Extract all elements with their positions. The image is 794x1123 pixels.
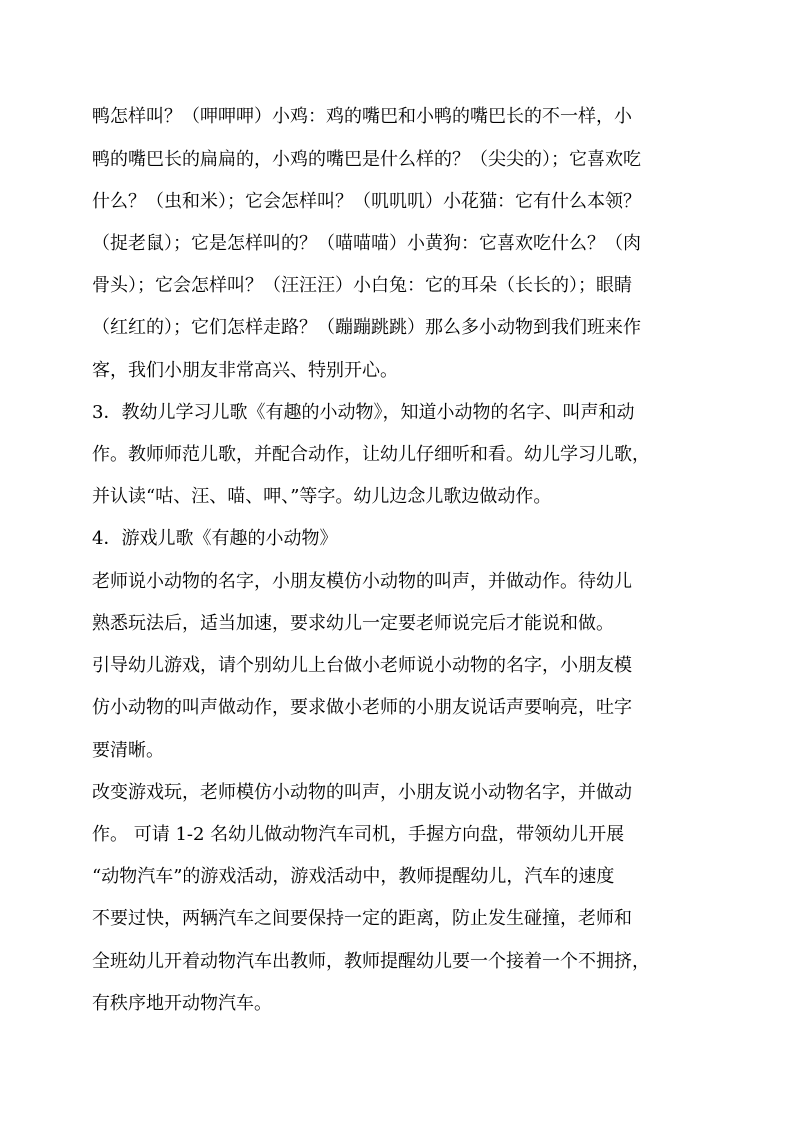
text-line: 鸭的嘴巴长的扁扁的，小鸡的嘴巴是什么样的？（尖尖的）；它喜欢吃 (92, 149, 641, 170)
section-heading: 4．游戏儿歌《有趣的小动物》 (92, 528, 338, 549)
text-line: 作。 可请 1-2 名幼儿做动物汽车司机，手握方向盘，带领幼儿开展 (92, 824, 625, 845)
text-line: 什么？（虫和米）；它会怎样叫？（叽叽叽）小花猫：它有什么本领？ (92, 191, 641, 212)
text-line: 有秩序地开动物汽车。 (92, 993, 272, 1014)
text-line: 改变游戏玩，老师模仿小动物的叫声，小朋友说小动物名字，并做动 (92, 782, 632, 803)
text-line: 客，我们小朋友非常高兴、特别开心。 (92, 360, 398, 381)
text-line: 引导幼儿游戏，请个别幼儿上台做小老师说小动物的名字，小朋友模 (92, 655, 632, 676)
text-line: 老师说小动物的名字，小朋友模仿小动物的叫声，并做动作。待幼儿 (92, 571, 632, 592)
text-line: 鸭怎样叫？（呷呷呷）小鸡：鸡的嘴巴和小鸭的嘴巴长的不一样，小 (92, 106, 632, 127)
text-line: 仿小动物的叫声做动作，要求做小老师的小朋友说话声要响亮，吐字 (92, 697, 632, 718)
text-line: 全班幼儿开着动物汽车出教师，教师提醒幼儿要一个接着一个不拥挤， (92, 951, 650, 972)
text-line: “动物汽车”的游戏活动，游戏活动中，教师提醒幼儿，汽车的速度 (92, 866, 615, 887)
text-line: 不要过快，两辆汽车之间要保持一定的距离，防止发生碰撞，老师和 (92, 908, 632, 929)
text-line: 要清晰。 (92, 740, 164, 761)
text-line: 并认读“咕、汪、喵、呷、”等字。幼儿边念儿歌边做动作。 (92, 486, 552, 507)
text-line: 作。教师师范儿歌，并配合动作，让幼儿仔细听和看。幼儿学习儿歌， (92, 444, 650, 465)
text-line: （红红的）；它们怎样走路？（蹦蹦跳跳）那么多小动物到我们班来作 (92, 317, 641, 338)
text-line: （捉老鼠）；它是怎样叫的？（喵喵喵）小黄狗：它喜欢吃什么？（肉 (92, 233, 641, 254)
text-line: 骨头）；它会怎样叫？（汪汪汪）小白兔：它的耳朵（长长的）；眼睛 (92, 275, 632, 296)
text-line: 熟悉玩法后，适当加速，要求幼儿一定要老师说完后才能说和做。 (92, 613, 614, 634)
text-line: 3．教幼儿学习儿歌《有趣的小动物》，知道小动物的名字、叫声和动 (92, 402, 635, 423)
